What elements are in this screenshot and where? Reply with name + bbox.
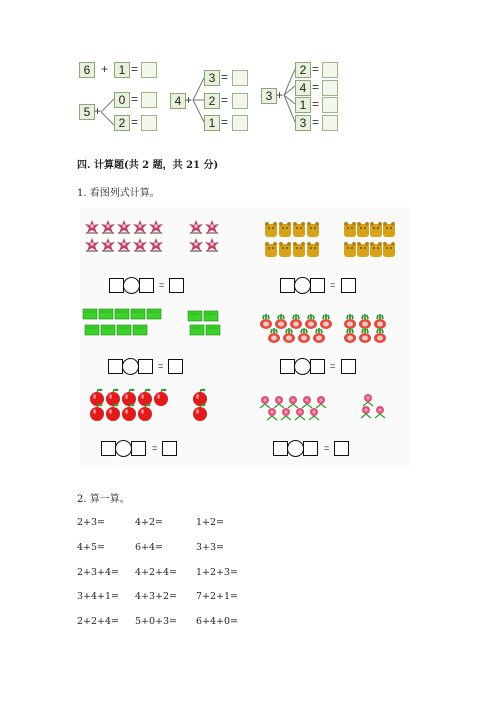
equals-sign: = (221, 115, 229, 129)
answer-box[interactable] (273, 441, 288, 456)
operator-circle[interactable] (122, 358, 139, 375)
answer-box[interactable] (162, 441, 177, 456)
equals-sign: = (221, 93, 229, 107)
calc-item: 4+5= (77, 542, 106, 553)
number-box: 0 (114, 92, 130, 108)
calc-item: 5+0+3= (135, 616, 178, 627)
operator-circle[interactable] (287, 440, 304, 457)
equals-sign: = (312, 97, 320, 111)
calc-item: 4+2= (135, 517, 164, 528)
equals-sign: = (221, 70, 229, 84)
equals-sign: = (131, 62, 139, 76)
equals-sign: = (159, 280, 165, 290)
calc-item: 2+2+4= (77, 616, 120, 627)
operator-circle[interactable] (115, 440, 132, 457)
equals-sign: = (324, 443, 330, 453)
question-2-title: 2. 算一算。 (77, 494, 130, 505)
answer-box[interactable] (334, 441, 349, 456)
plus-sign: + (185, 93, 193, 107)
section-heading: 四. 计算题(共 2 题，共 21 分) (77, 160, 219, 171)
number-box: 1 (114, 62, 130, 78)
number-box: 1 (204, 115, 220, 131)
number-box: 3 (204, 70, 220, 86)
number-box: 1 (295, 97, 311, 113)
question-1-title: 1. 看图列式计算。 (77, 188, 160, 199)
answer-box[interactable] (108, 359, 123, 374)
calc-item: 2+3+4= (77, 567, 120, 578)
number-box: 2 (114, 115, 130, 131)
calc-item: 3+3= (196, 542, 225, 553)
equals-sign: = (312, 115, 320, 129)
plus-sign: + (276, 88, 284, 102)
number-box: 5 (79, 104, 95, 120)
plus-sign: + (94, 104, 102, 118)
answer-box[interactable] (131, 441, 146, 456)
number-box: 2 (295, 62, 311, 78)
number-box: 6 (79, 62, 95, 78)
answer-box[interactable] (310, 359, 325, 374)
calc-item: 2+3= (77, 517, 106, 528)
answer-box[interactable] (341, 359, 356, 374)
plus-sign: + (101, 62, 109, 76)
calc-item: 7+2+1= (196, 591, 239, 602)
number-box: 3 (295, 115, 311, 131)
answer-box[interactable] (280, 278, 295, 293)
calc-item: 1+2+3= (196, 567, 239, 578)
operator-circle[interactable] (294, 358, 311, 375)
number-box: 3 (261, 88, 277, 104)
calc-item: 3+4+1= (77, 591, 120, 602)
equals-sign: = (158, 361, 164, 371)
answer-box[interactable] (101, 441, 116, 456)
number-box: 4 (295, 80, 311, 96)
calc-item: 1+2= (196, 517, 225, 528)
calc-item: 6+4= (135, 542, 164, 553)
calc-item: 6+4+0= (196, 616, 239, 627)
answer-box[interactable] (168, 359, 183, 374)
number-box: 4 (170, 93, 186, 109)
operator-circle[interactable] (294, 277, 311, 294)
equals-sign: = (330, 361, 336, 371)
equals-sign: = (152, 443, 158, 453)
answer-box[interactable] (139, 278, 154, 293)
answer-box[interactable] (138, 359, 153, 374)
number-box: 2 (204, 93, 220, 109)
calc-item: 4+2+4= (135, 567, 178, 578)
equals-sign: = (131, 92, 139, 106)
equals-sign: = (330, 280, 336, 290)
calc-item: 4+3+2= (135, 591, 178, 602)
equals-sign: = (312, 80, 320, 94)
equals-sign: = (312, 62, 320, 76)
answer-box[interactable] (303, 441, 318, 456)
operator-circle[interactable] (123, 277, 140, 294)
answer-box[interactable] (109, 278, 124, 293)
answer-box[interactable] (341, 278, 356, 293)
answer-box[interactable] (169, 278, 184, 293)
answer-box[interactable] (280, 359, 295, 374)
answer-box[interactable] (310, 278, 325, 293)
equals-sign: = (131, 115, 139, 129)
